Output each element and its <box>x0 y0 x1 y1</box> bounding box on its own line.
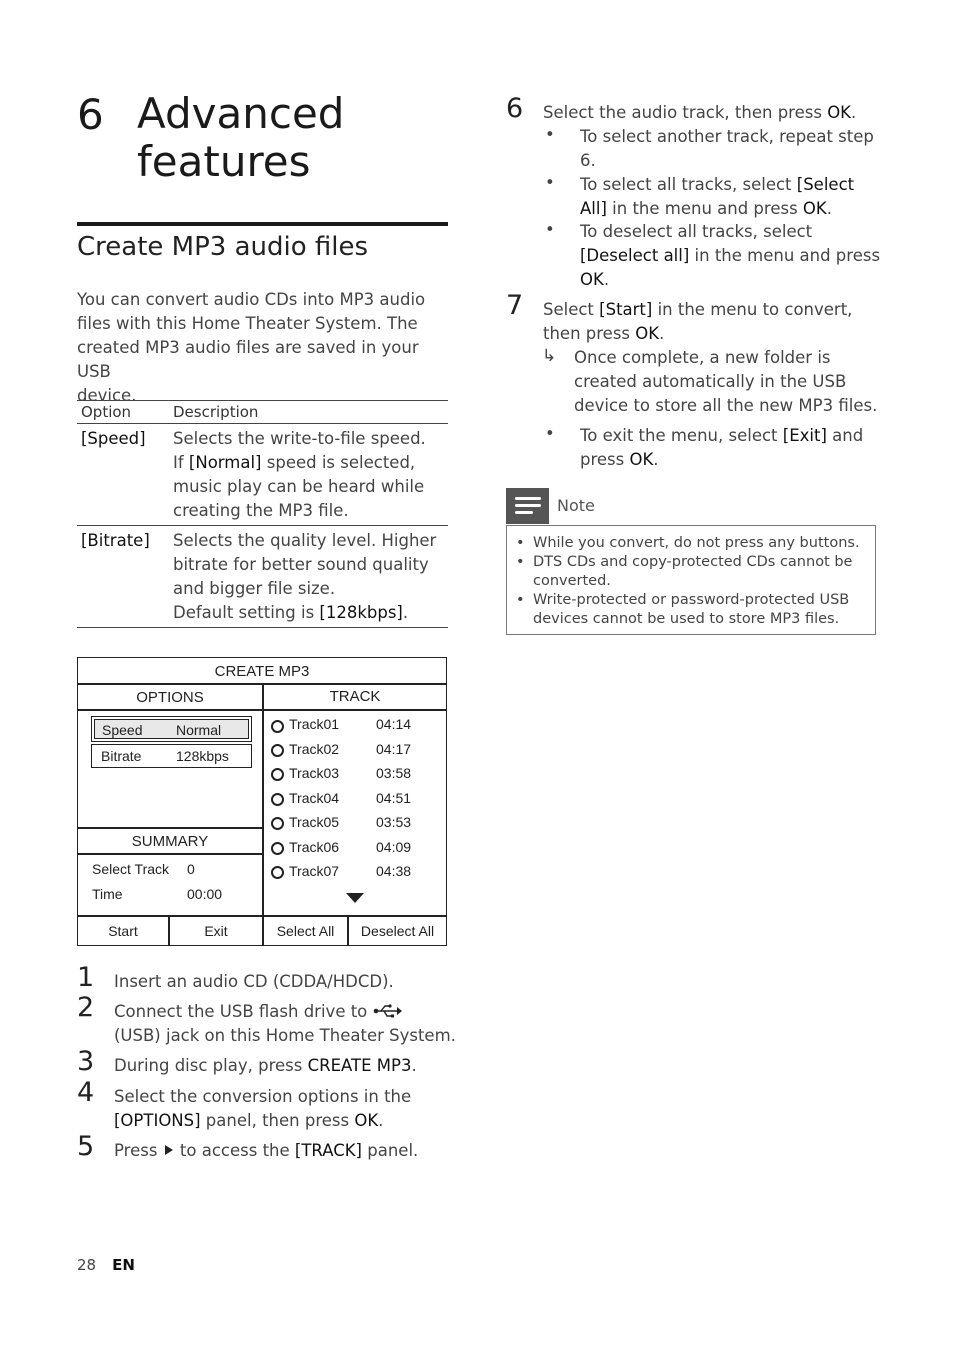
track-header: TRACK <box>329 688 381 705</box>
option-speed[interactable] <box>91 716 252 742</box>
summary-value: 00:00 <box>187 886 223 902</box>
radio-icon[interactable] <box>271 817 284 830</box>
result-text: created automatically in the USB <box>574 372 847 391</box>
step-text-part: in the menu and press <box>606 199 803 218</box>
deselect-all-button[interactable]: Deselect All <box>360 923 435 939</box>
bullet-icon: • <box>545 220 555 239</box>
step-text-part: Press <box>114 1141 163 1160</box>
radio-icon[interactable] <box>271 793 284 806</box>
key-track: [TRACK] <box>294 1141 362 1160</box>
step-text-part: . <box>851 103 857 122</box>
step-text-part: During disc play, press <box>114 1056 308 1075</box>
option-value: 128kbps <box>176 748 229 764</box>
step-text-part: panel. <box>362 1141 419 1160</box>
page-number: 28 <box>77 1256 97 1274</box>
desc-key: [Normal] <box>188 453 262 472</box>
key-exit: [Exit] <box>782 426 827 445</box>
option-value: Normal <box>176 722 222 738</box>
bullet-text: To select another track, repeat step <box>580 127 874 146</box>
summary-value: 0 <box>187 861 195 877</box>
option-table-header <box>77 401 448 424</box>
intro-line: device. <box>77 386 137 405</box>
track-name: Track06 <box>289 839 340 855</box>
bullet-icon: • <box>545 424 555 443</box>
step-text-part: . <box>603 270 610 289</box>
step-number: 4 <box>77 1077 95 1108</box>
step-number: 3 <box>77 1046 95 1077</box>
option-name: [Speed] <box>81 429 146 448</box>
radio-icon[interactable] <box>271 768 284 781</box>
step-text-part: . <box>653 450 659 469</box>
key-options: [OPTIONS] <box>114 1111 201 1130</box>
note-text: converted. <box>533 573 611 589</box>
key-ok: OK <box>827 103 851 122</box>
divider <box>78 709 446 711</box>
desc-text: bitrate for better sound quality <box>173 555 429 574</box>
note-text: devices cannot be used to store MP3 files. <box>533 611 840 627</box>
track-name: Track04 <box>289 790 340 806</box>
step-text-part: Select <box>543 300 600 319</box>
chapter-title-line2: features <box>137 137 311 186</box>
divider <box>78 853 262 855</box>
desc-key: [128kbps] <box>319 603 403 622</box>
desc-text: creating the MP3 file. <box>173 501 349 520</box>
track-time: 03:53 <box>376 814 412 830</box>
divider <box>262 683 264 945</box>
track-name: Track07 <box>289 863 340 879</box>
bullet-text: To deselect all tracks, select <box>580 222 813 241</box>
step-text-part: press <box>580 450 630 469</box>
option-label: Bitrate <box>101 748 142 764</box>
step-number: 1 <box>77 962 95 993</box>
desc-text: music play can be heard while <box>173 477 425 496</box>
step-text-part: . <box>378 1111 384 1130</box>
track-time: 04:51 <box>376 790 412 806</box>
divider <box>78 915 446 917</box>
key-ok: OK <box>629 450 654 469</box>
step-text-part: Select the audio track, then press <box>543 103 828 122</box>
intro-line: You can convert audio CDs into MP3 audio <box>77 290 426 309</box>
radio-icon[interactable] <box>271 744 284 757</box>
bullet-icon: • <box>516 535 525 551</box>
step-text-part: then press <box>543 324 636 343</box>
track-name: Track05 <box>289 814 340 830</box>
screen-title: CREATE MP3 <box>214 663 310 680</box>
key-select-all: All] <box>580 199 607 218</box>
desc-text: Selects the quality level. Higher <box>173 531 437 550</box>
note-icon <box>506 488 549 524</box>
result-arrow-icon: ↳ <box>542 346 557 366</box>
key-select-all: [Select <box>796 175 855 194</box>
step-text-part: in the menu to convert, <box>652 300 853 319</box>
step-number: 2 <box>77 992 95 1023</box>
desc-text: Selects the write-to-file speed. <box>173 429 426 448</box>
intro-line: files with this Home Theater System. The <box>77 314 418 333</box>
bullet-icon: • <box>545 125 555 144</box>
summary-header: SUMMARY <box>131 833 209 850</box>
bullet-icon: • <box>516 592 525 608</box>
track-time: 04:14 <box>376 716 412 732</box>
section-divider <box>77 222 448 226</box>
key-deselect-all: [Deselect all] <box>580 246 690 265</box>
step-text <box>114 1000 403 1024</box>
radio-icon[interactable] <box>271 866 284 879</box>
table-row <box>77 424 448 525</box>
select-all-button[interactable]: Select All <box>276 923 335 939</box>
step-text <box>114 1109 383 1133</box>
start-button[interactable]: Start <box>108 923 138 939</box>
step-text-part: and <box>826 426 864 445</box>
options-header: OPTIONS <box>136 689 204 706</box>
step-text-part: To select all tracks, select <box>580 175 797 194</box>
language-code: EN <box>112 1256 135 1274</box>
table-row <box>77 525 448 627</box>
bullet-text <box>580 244 880 268</box>
radio-icon[interactable] <box>271 720 284 733</box>
play-right-icon <box>165 1145 173 1155</box>
result-text: Once complete, a new folder is <box>574 348 831 367</box>
page-footer <box>77 1256 135 1274</box>
step-text <box>543 101 856 125</box>
note-box <box>506 525 876 635</box>
step-number: 5 <box>77 1131 95 1162</box>
key-ok: OK <box>354 1111 379 1130</box>
track-time: 04:17 <box>376 741 412 757</box>
radio-icon[interactable] <box>271 842 284 855</box>
bullet-text <box>580 173 854 197</box>
desc-text: Default setting is <box>173 603 320 622</box>
bullet-text: 6. <box>580 151 596 170</box>
usb-icon <box>373 1004 403 1018</box>
create-mp3-screen <box>77 657 447 946</box>
desc-text: . <box>402 603 409 622</box>
bullet-icon: • <box>516 554 525 570</box>
step-text-part: to access the <box>174 1141 295 1160</box>
key-ok: OK <box>580 270 604 289</box>
chapter-title <box>137 90 457 186</box>
track-name: Track03 <box>289 765 340 781</box>
option-description <box>173 529 443 625</box>
bullet-text <box>580 424 863 448</box>
bullet-text <box>580 268 609 292</box>
step-text-part: To exit the menu, select <box>580 426 783 445</box>
option-name: [Bitrate] <box>81 531 150 550</box>
track-name: Track02 <box>289 741 340 757</box>
note-text: While you convert, do not press any buttons. <box>533 535 860 551</box>
desc-text: and bigger file size. <box>173 579 336 598</box>
key-create-mp3: CREATE MP3 <box>307 1056 412 1075</box>
step-text: Select the conversion options in the <box>114 1087 412 1106</box>
step-text <box>114 1139 418 1163</box>
chapter-number: 6 <box>77 90 104 139</box>
desc-text: speed is selected, <box>261 453 416 472</box>
step-text-part: Connect the USB flash drive to <box>114 1002 373 1021</box>
step-text <box>114 1054 417 1078</box>
intro-paragraph <box>77 288 449 408</box>
note-text: Write-protected or password-protected USB <box>533 592 850 608</box>
step-text-part: . <box>659 324 665 343</box>
option-description <box>173 427 443 523</box>
key-ok: OK <box>635 324 660 343</box>
summary-label: Select Track <box>92 861 170 877</box>
step-text <box>543 298 852 322</box>
step-text-part: in the menu and press <box>689 246 881 265</box>
header-option: Option <box>81 403 132 421</box>
intro-line: created MP3 audio files are saved in your USB <box>77 338 419 381</box>
divider <box>78 827 262 829</box>
exit-button[interactable]: Exit <box>204 923 228 939</box>
key-ok: OK <box>802 199 827 218</box>
bullet-text <box>580 197 832 221</box>
step-text <box>543 322 664 346</box>
step-text-part: . <box>826 199 832 218</box>
header-description: Description <box>173 403 259 421</box>
chapter-title-line1: Advanced <box>137 89 345 138</box>
track-time: 04:09 <box>376 839 412 855</box>
scroll-down-icon[interactable] <box>346 893 364 903</box>
desc-text: If <box>173 453 189 472</box>
track-name: Track01 <box>289 716 340 732</box>
step-text-part: panel, then press <box>200 1111 355 1130</box>
option-label: Speed <box>102 722 143 738</box>
summary-label: Time <box>92 886 123 902</box>
track-time: 04:38 <box>376 863 412 879</box>
note-label: Note <box>557 496 595 515</box>
track-time: 03:58 <box>376 765 412 781</box>
bullet-icon: • <box>545 173 555 192</box>
step-text: (USB) jack on this Home Theater System. <box>114 1026 456 1045</box>
note-text: DTS CDs and copy-protected CDs cannot be <box>533 554 853 570</box>
option-bitrate[interactable] <box>91 744 252 768</box>
key-start: [Start] <box>599 300 653 319</box>
step-number: 7 <box>506 290 524 321</box>
step-number: 6 <box>506 93 524 124</box>
section-title: Create MP3 audio files <box>77 232 369 262</box>
result-text: device to store all the new MP3 files. <box>574 396 878 415</box>
step-text-part: . <box>411 1056 417 1075</box>
bullet-text <box>580 448 659 472</box>
step-text: Insert an audio CD (CDDA/HDCD). <box>114 972 394 991</box>
option-table <box>77 400 448 628</box>
